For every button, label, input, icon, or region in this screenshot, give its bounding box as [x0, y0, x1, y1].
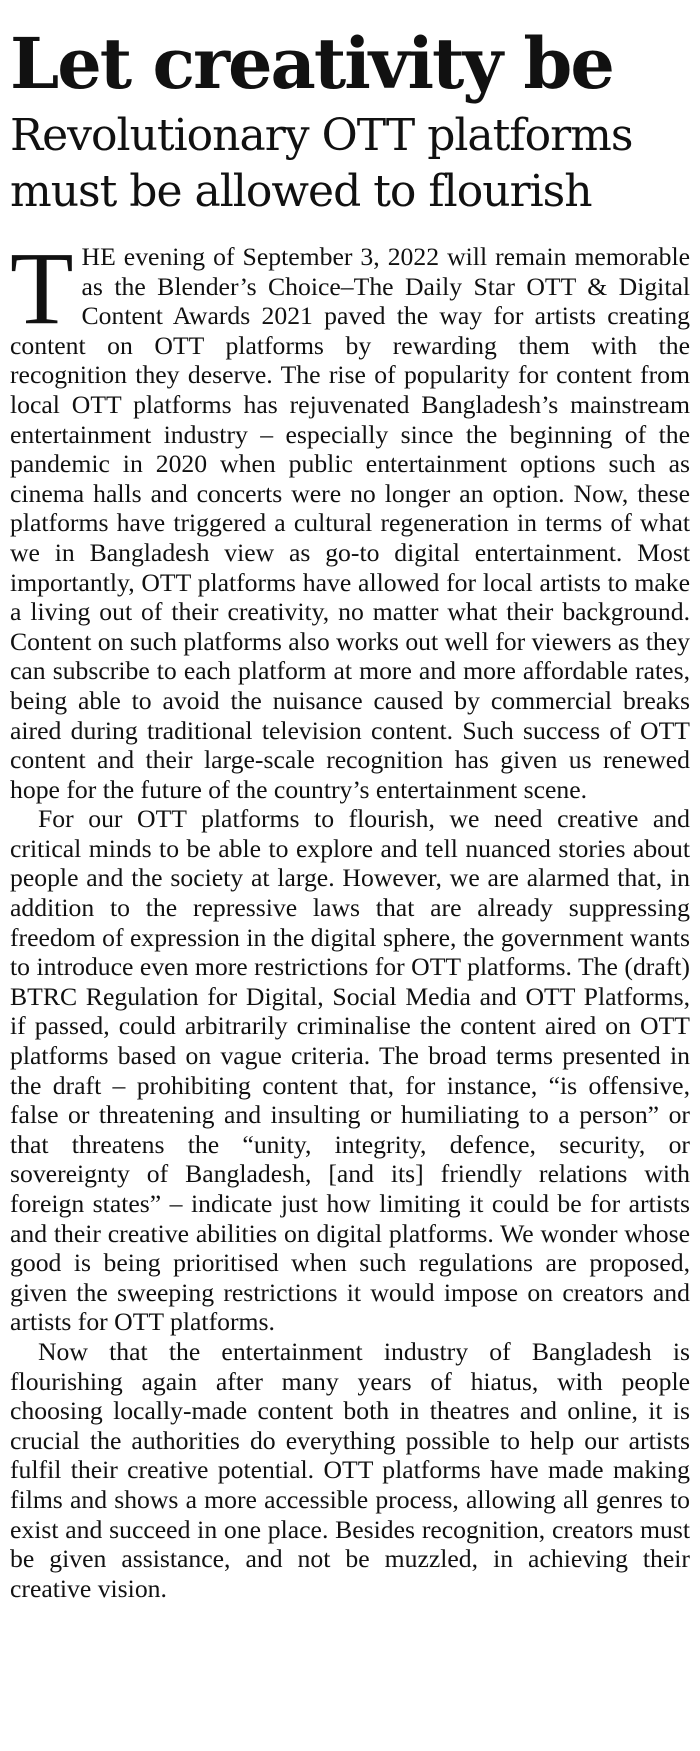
- subheadline: Revolutionary OTT platforms must be allowed to flourish: [10, 110, 633, 217]
- headline: Let creativity be: [10, 22, 613, 105]
- paragraph-2: For our OTT platforms to flourish, we need creative and critical minds to be able to explore and tell nuanced stories about people and the society at large. However, we are alarmed that, in addition to the repressive laws that are already suppressing freedom of expression in the digital sphere, the government wants to introduce even more restrictions for OTT platforms. The (draft) BTRC Regulation for Digital, Social Media and OTT Platforms, if passed, could arbitrarily criminalise the content aired on OTT platforms based on vague criteria. The broad terms presented in the draft – prohibiting content that, for instance, “is offensive, false or threatening and insulting or humiliating to a person” or that threatens the “unity, integrity, defence, security, or sovereignty of Bangladesh, [and its] friendly relations with foreign states” – indicate just how limiting it could be for artists and their creative abilities on digital platforms. We wonder whose good is being prioritised when such regulations are proposed, given the sweeping restrictions it would impose on creators and artists for OTT platforms.: [10, 804, 690, 1337]
- paragraph-1: [10, 231, 690, 804]
- article-body: [10, 231, 690, 1603]
- paragraph-1-text: HE evening of September 3, 2022 will remain memorable as the Blender’s Choice–The Daily Star OTT & Digital Content Awards 2021 paved the way for artists creating content on OTT platforms by rewarding them with the recognition they deserve. The rise of popularity for content from local OTT platforms has rejuvenated Bangladesh’s mainstream entertainment industry – especially since the beginning of the pandemic in 2020 when public entertainment options such as cinema halls and concerts were no longer an option. Now, these platforms have triggered a cultural regeneration in terms of what we in Bangladesh view as go-to digital entertainment. Most importantly, OTT platforms have allowed for local artists to make a living out of their creativity, no matter what their background. Content on such platforms also works out well for viewers as they can subscribe to each platform at more and more affordable rates, being able to avoid the nuisance caused by commercial breaks aired during traditional television content. Such success of OTT content and their large-scale recognition has given us renewed hope for the future of the country’s entertainment scene.: [10, 242, 690, 804]
- drop-cap: T: [10, 231, 74, 346]
- editorial-article: [10, 22, 690, 1603]
- paragraph-3: Now that the entertainment industry of Bangladesh is flourishing again after many years of hiatus, with people choosing locally-made content both in theatres and online, it is crucial the authorities do everything possible to help our artists fulfil their creative potential. OTT platforms have made making films and shows a more accessible process, allowing all genres to exist and succeed in one place. Besides recognition, creators must be given assistance, and not be muzzled, in achieving their creative vision.: [10, 1336, 690, 1603]
